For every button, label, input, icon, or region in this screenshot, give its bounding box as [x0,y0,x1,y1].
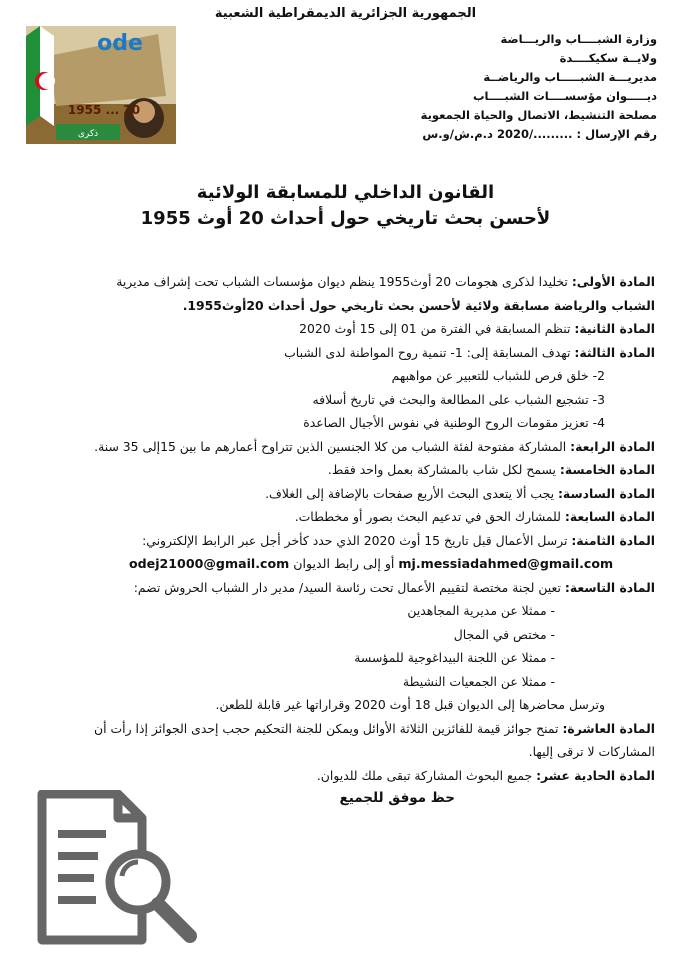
title-line-1: القانون الداخلي للمسابقة الولائية [196,182,495,203]
logo-brand: ode [97,31,143,56]
article-3-item: 4- تعزيز مقومات الروح الوطنية في نفوس الأجيال الصاعدة [303,415,605,430]
reference-number: رقم الإرسال : ........./2020 د.م.ش/و.س [422,127,657,141]
article-10-continued: المشاركات لا ترقى إليها. [528,744,655,759]
email-connector: أو إلى رابط الديوان [289,556,399,571]
document-search-icon [34,790,199,950]
wilaya-line: ولايــة سكيكــــدة [559,51,657,65]
articles-body [33,270,655,811]
article-4: المادة الرابعة: المشاركة مفتوحة لفئة الشباب من كلا الجنسين الذين تتراوح أعمارهم ما بين 15إلى 35 سنة. [94,438,655,454]
article-6: المادة السادسة: يجب ألا يتعدى البحث الأربع صفحات بالإضافة إلى الغلاف. [265,485,655,501]
committee-member: - ممثلا عن مديرية المجاهدين [407,603,555,618]
article-3-item: 2- خلق فرص للشباب للتعبير عن مواهبهم [391,368,605,383]
office-line: ديـــــوان مؤسســــات الشبــــاب [472,89,657,103]
office-email: odej21000@gmail.com [129,556,290,571]
submission-email: mj.messiadahmed@gmail.com [398,556,614,571]
article-8: المادة الثامنة: ترسل الأعمال قبل تاريخ 15 أوث 2020 الذي حدد كأخر أجل عبر الرابط الإلكتروني: [142,532,655,548]
committee-member: - ممثلا عن الجمعيات النشيطة [402,673,555,689]
ministry-line: وزارة الشبــــاب والريـــاضة [500,32,657,46]
article-2: المادة الثانية: تنظم المسابقة في الفترة من 01 إلى 15 أوث 2020 [299,321,655,336]
committee-member: - مختص في المجال [453,626,555,642]
document-title [0,180,691,232]
directorate-line: مديريـــة الشبـــــاب والرياضــة [483,70,657,84]
republic-heading: الجمهورية الجزائرية الديمقراطية الشعبية [214,6,477,21]
article-1-continued: الشباب والرياضة مسابقة ولائية لأحسن بحث تاريخي حول أحداث 20أوث1955. [182,297,655,313]
issuer-header [417,30,657,144]
commemorative-logo [26,26,176,144]
closing-wish: حظ موفق للجميع [339,790,455,806]
article-11: المادة الحادية عشر: جميع البحوث المشاركة تبقى ملك للديوان. [316,767,655,783]
article-1: المادة الأولى: تخليدا لذكرى هجومات 20 أوث1955 ينظم ديوان مؤسسات الشباب تحت إشراف مديرية [116,274,655,289]
logo-years: 20 ... 1955 [67,103,141,117]
svg-text:ذكرى: ذكرى [77,129,99,139]
title-line-2: لأحسن بحث تاريخي حول أحداث 20 أوث 1955 [140,208,551,229]
article-10: المادة العاشرة: تمنح جوائز قيمة للفائزين الثلاثة الأوائل ويمكن للجنة التحكيم حجب إحدى الجوائز إذا رأت أن [94,720,655,736]
logo-image [26,26,176,144]
committee-member: - ممثلا عن اللجنة البيداغوجية للمؤسسة [354,650,555,665]
article-7: المادة السابعة: للمشارك الحق في تدعيم البحث بصور أو مخططات. [294,509,655,524]
submission-emails [33,552,655,576]
article-3: المادة الثالثة: تهدف المسابقة إلى: 1- تنمية روح المواطنة لدى الشباب [284,344,655,360]
service-line: مصلحة التنشيط، الاتصال والحياة الجمعوية [420,108,657,122]
article-3-item: 3- تشجيع الشباب على المطالعة والبحث في تاريخ أسلافه [312,391,605,407]
article-5: المادة الخامسة: يسمح لكل شاب بالمشاركة بعمل واحد فقط. [327,462,655,477]
article-9: المادة التاسعة: تعين لجنة مختصة لتقييم الأعمال تحت رئاسة السيد/ مدير دار الشباب الحروش تضم: [133,579,655,595]
article-9-note: وترسل محاضرها إلى الديوان قبل 18 أوث 2020 وقراراتها غير قابلة للطعن. [215,697,605,712]
